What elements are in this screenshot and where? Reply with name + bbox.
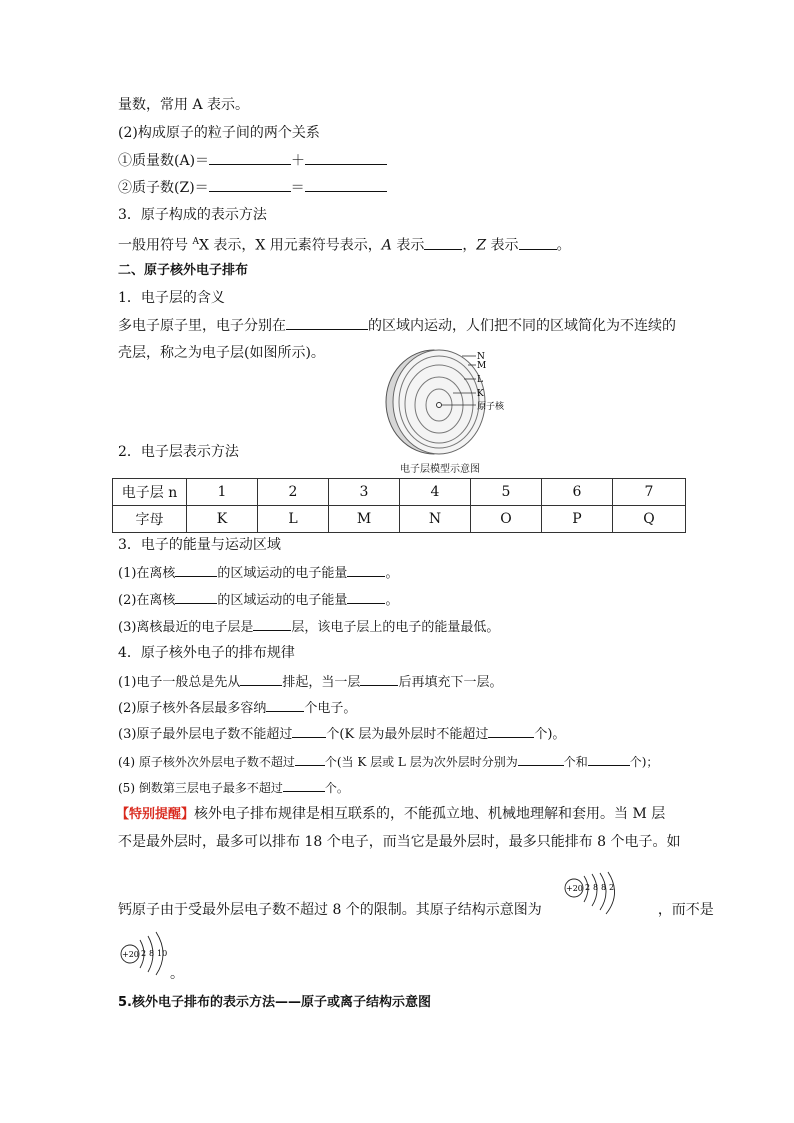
line-relations-heading: (2)构成原子的粒子间的两个关系 — [118, 125, 320, 141]
mass-eq-label: ①质量数(A)＝ — [118, 153, 210, 169]
section-shell-meaning: 1．电子层的含义 — [118, 290, 225, 306]
label-n: N — [477, 352, 485, 362]
blank-field — [286, 315, 368, 330]
blank-field — [305, 150, 387, 165]
rule-3 — [118, 723, 565, 745]
text: 的区域内运动，人们把不同的区域简化为不连续的 — [368, 318, 676, 334]
table-cell: N — [400, 506, 471, 533]
section-arrangement-rules: 4．原子核外电子的排布规律 — [118, 645, 295, 661]
text: X 表示，X 用元素符号表示， — [198, 237, 382, 254]
nucleus-charge: +20 — [566, 884, 583, 893]
blank-field — [283, 777, 325, 792]
shell-count: 8 — [149, 949, 155, 958]
mass-superscript: A — [192, 237, 199, 247]
shell-count: 10 — [157, 949, 168, 958]
blank-field — [347, 562, 385, 577]
energy-item-3 — [118, 616, 499, 638]
text: 个)。 — [534, 727, 566, 742]
section-energy-region: 3．电子的能量与运动区域 — [118, 537, 281, 553]
text: 个)； — [629, 755, 659, 769]
energy-item-2 — [118, 589, 398, 611]
tip-line-2: 不是最外层时，最多可以排布 18 个电子，而当它是最外层时，最多只能排布 8 个电子。如 — [118, 834, 681, 850]
equal-sign: ＝ — [290, 180, 305, 196]
text: (2)在离核 — [118, 593, 176, 608]
shell-count: 2 — [141, 949, 147, 958]
label-l: L — [477, 375, 483, 385]
blank-field — [347, 589, 385, 604]
text: (5) 倒数第三层电子最多不超过 — [118, 781, 283, 795]
text: 钙原子由于受最外层电子数不超过 8 个的限制。其原子结构示意图为 — [118, 902, 542, 918]
blank-field — [240, 671, 282, 686]
table-cell: 6 — [542, 479, 613, 506]
table-cell: 7 — [613, 479, 686, 506]
paragraph-shell-1 — [118, 315, 676, 336]
rule-4 — [118, 751, 658, 772]
tip-label: 【特别提醒】 — [116, 807, 195, 822]
blank-field — [209, 150, 291, 165]
blank-field — [360, 671, 398, 686]
text: 层，该电子层上的电子的能量最低。 — [291, 620, 500, 635]
text: (2)原子核外各层最多容纳 — [118, 701, 267, 716]
blank-field — [209, 177, 291, 192]
text: (4) 原子核外次外层电子数不超过 — [118, 755, 295, 769]
text: 的区域运动的电子能量 — [217, 566, 348, 581]
tip-line-4: 。 — [170, 966, 184, 982]
table-cell: 4 — [400, 479, 471, 506]
text: 个和 — [563, 755, 588, 769]
text: 。 — [556, 237, 571, 254]
table-cell: M — [329, 506, 400, 533]
label-k: K — [477, 389, 484, 399]
text: 。 — [385, 566, 399, 581]
text: 个(当 K 层或 L 层为次外层时分别为 — [324, 755, 518, 769]
text: 的区域运动的电子能量 — [217, 593, 348, 608]
section-shell-notation: 2．电子层表示方法 — [118, 444, 239, 460]
italic-z: Z — [476, 237, 487, 254]
table-cell: P — [542, 506, 613, 533]
paragraph-shell-2: 壳层，称之为电子层(如图所示)。 — [118, 345, 325, 361]
shell-count: 8 — [593, 883, 599, 892]
calcium-structure-correct — [562, 868, 624, 916]
text: ，而不是 — [657, 902, 714, 918]
table-cell: 5 — [471, 479, 542, 506]
table-cell: 1 — [187, 479, 258, 506]
table-cell: O — [471, 506, 542, 533]
blank-field — [588, 751, 630, 766]
text: 个电子。 — [304, 701, 357, 716]
text: 多电子原子里，电子分别在 — [118, 318, 286, 334]
blank-field — [253, 616, 291, 631]
table-cell: 电子层 n — [113, 479, 187, 506]
label-m: M — [477, 361, 487, 371]
rule-1 — [118, 671, 502, 693]
energy-item-1 — [118, 562, 398, 584]
blank-field — [305, 177, 387, 192]
tip-line-3 — [118, 900, 714, 920]
table-cell: K — [187, 506, 258, 533]
shell-count: 2 — [609, 883, 615, 892]
label-nucleus: 原子核 — [477, 402, 505, 412]
shell-count: 2 — [585, 883, 591, 892]
line-proton-number-eq — [118, 177, 387, 198]
blank-field — [518, 751, 564, 766]
table-cell: Q — [613, 506, 686, 533]
blank-field — [295, 751, 325, 766]
blank-field — [266, 697, 304, 712]
text: (1)在离核 — [118, 566, 176, 581]
table-cell: 3 — [329, 479, 400, 506]
text: 表示 — [391, 237, 425, 254]
shell-table — [112, 478, 686, 533]
text: 个。 — [324, 781, 349, 795]
rule-5 — [118, 777, 349, 798]
text: 表示 — [486, 237, 519, 254]
tip-line-1 — [116, 804, 665, 825]
nucleus-charge: +20 — [122, 950, 139, 959]
blank-field — [424, 235, 462, 250]
blank-field — [175, 562, 217, 577]
blank-field — [292, 723, 326, 738]
line-symbol-notation — [118, 232, 571, 256]
plus-sign: ＋ — [291, 153, 306, 169]
text: 排起，当一层 — [282, 675, 361, 690]
electron-shell-model-figure — [384, 348, 512, 456]
text: 核外电子排布规律是相互联系的，不能孤立地、机械地理解和套用。当 M 层 — [194, 806, 666, 822]
blank-field — [175, 589, 217, 604]
blank-field — [519, 235, 557, 250]
line-mass-number-tail: 量数，常用 A 表示。 — [118, 97, 250, 113]
line-mass-number-eq — [118, 150, 387, 171]
section-structure-diagram: 5.核外电子排布的表示方法——原子或离子结构示意图 — [118, 995, 431, 1010]
table-cell: L — [258, 506, 329, 533]
text: 后再填充下一层。 — [398, 675, 503, 690]
text: 。 — [385, 593, 399, 608]
italic-a: A — [381, 237, 392, 254]
text: (3)原子最外层电子数不能超过 — [118, 727, 293, 742]
nucleus-dot — [437, 403, 442, 408]
heading-electron-arrangement: 二、原子核外电子排布 — [118, 263, 249, 278]
table-row — [113, 479, 686, 506]
blank-field — [488, 723, 534, 738]
text: 个(K 层为最外层时不能超过 — [326, 727, 489, 742]
rule-2 — [118, 697, 356, 719]
text: ， — [462, 237, 477, 254]
text: 一般用符号 — [118, 237, 188, 254]
table-cell: 字母 — [113, 506, 187, 533]
text: (1)电子一般总是先从 — [118, 675, 241, 690]
proton-eq-label: ②质子数(Z)＝ — [118, 180, 209, 196]
shell-count: 8 — [601, 883, 607, 892]
table-row — [113, 506, 686, 533]
table-cell: 2 — [258, 479, 329, 506]
section-representation: 3．原子构成的表示方法 — [118, 207, 267, 223]
calcium-structure-wrong — [116, 928, 174, 976]
figure-caption: 电子层模型示意图 — [400, 464, 480, 475]
text: (3)离核最近的电子层是 — [118, 620, 254, 635]
